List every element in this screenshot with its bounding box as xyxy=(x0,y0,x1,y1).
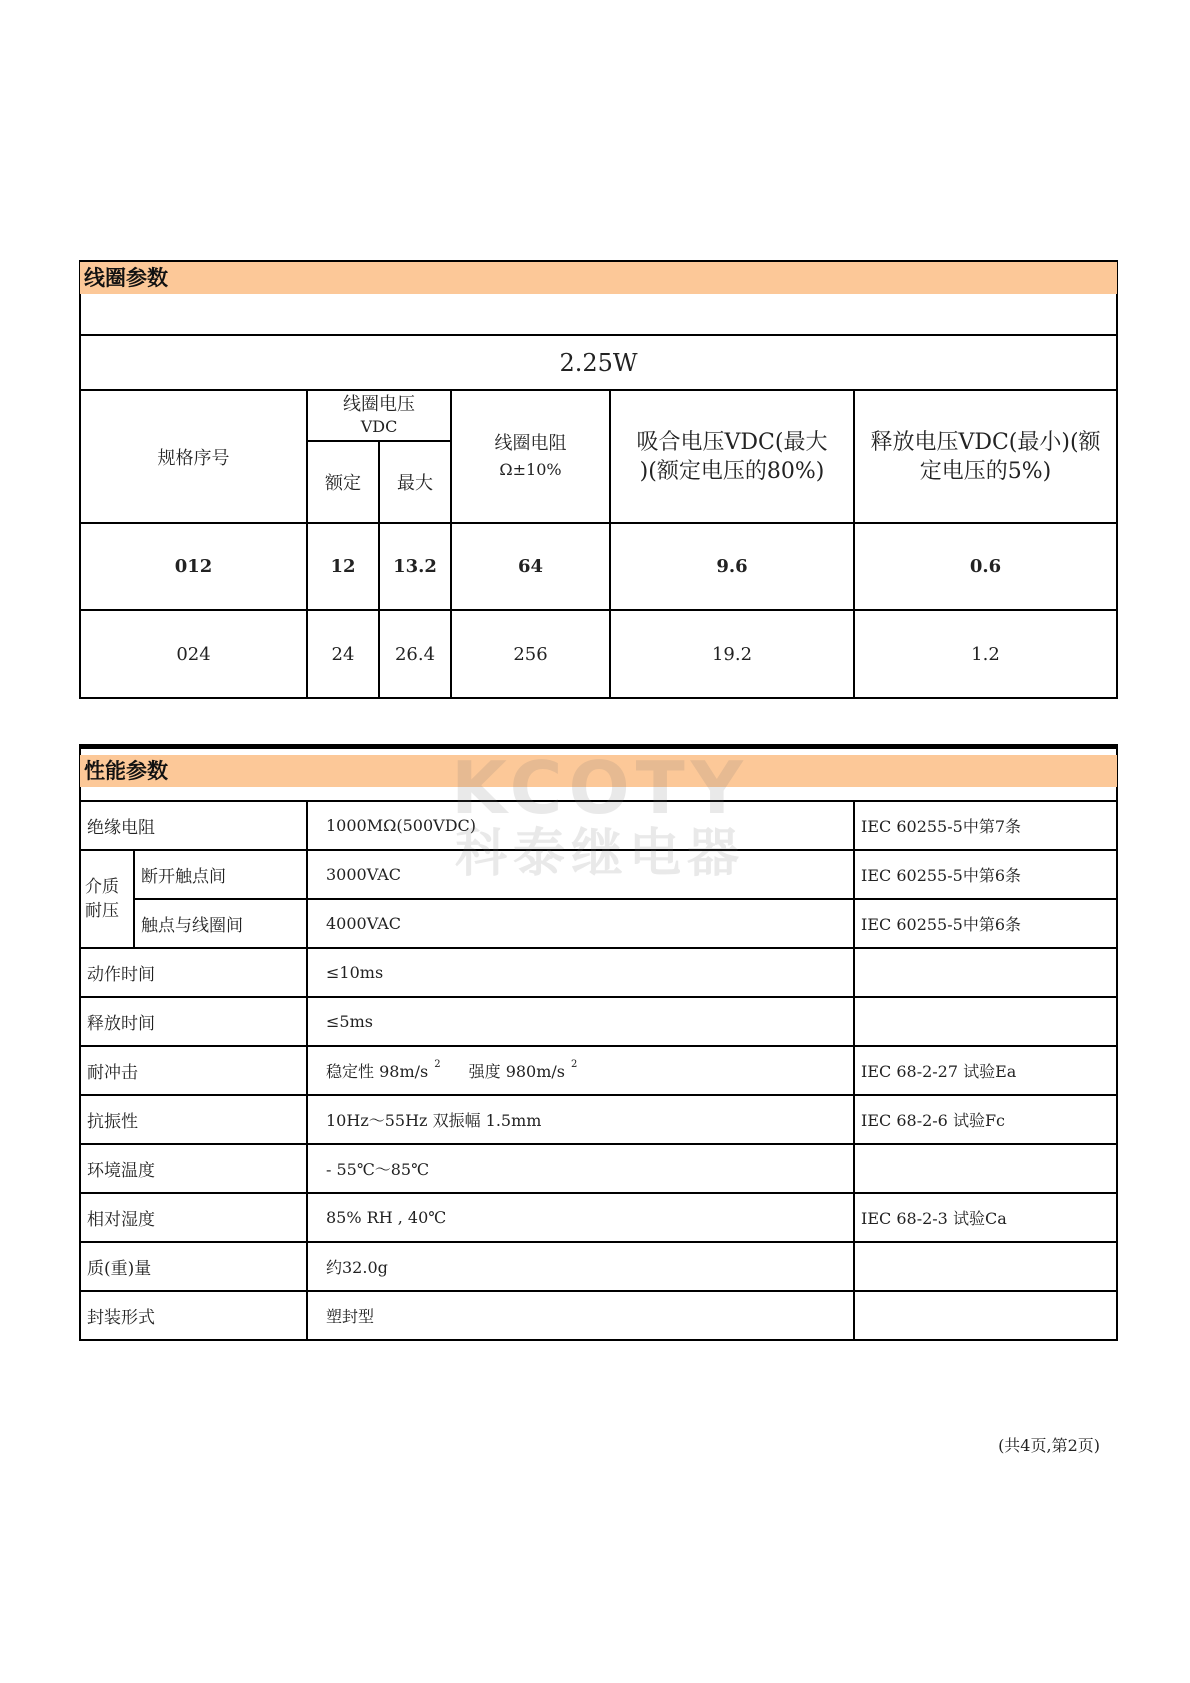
shock-strength: 强度 980m/s xyxy=(468,1062,566,1081)
perf-value-vibration: 10Hz～55Hz 双振幅 1.5mm xyxy=(326,1111,542,1130)
header-spec: 规格序号 xyxy=(157,447,230,469)
perf-value-open-contacts: 3000VAC xyxy=(326,865,401,884)
perf-standard-insulation: IEC 60255-5中第7条 xyxy=(861,817,1021,836)
perf-group-dielectric-line1: 介质 xyxy=(85,877,119,897)
row-024-release: 1.2 xyxy=(971,643,1000,665)
row-024-rated: 24 xyxy=(331,643,355,665)
row-024-max: 26.4 xyxy=(394,643,436,665)
header-pickup-voltage xyxy=(611,391,853,522)
perf-standard-humidity: IEC 68-2-3 试验Ca xyxy=(861,1209,1007,1228)
header-coil-voltage-label: 线圈电压 xyxy=(343,393,415,415)
watermark-name: 科泰继电器 xyxy=(454,824,745,884)
header-release-voltage xyxy=(855,391,1116,522)
perf-value-weight: 约32.0g xyxy=(326,1258,388,1277)
perf-standard-open-contacts: IEC 60255-5中第6条 xyxy=(861,866,1021,885)
perf-value-ambient-temp: - 55℃～85℃ xyxy=(326,1160,430,1179)
perf-label-release-time: 释放时间 xyxy=(87,1014,155,1034)
header-release-line1: 释放电压VDC(最小)(额 xyxy=(870,429,1101,455)
perf-value-package: 塑封型 xyxy=(326,1307,375,1326)
page-number: (共4页,第2页) xyxy=(998,1436,1100,1455)
performance-section-title: 性能参数 xyxy=(80,755,1117,787)
perf-group-dielectric xyxy=(81,851,133,947)
watermark-brand: KCOTY xyxy=(451,746,749,830)
perf-label-humidity: 相对湿度 xyxy=(87,1210,155,1230)
perf-label-ambient-temp: 环境温度 xyxy=(87,1161,155,1181)
perf-standard-shock: IEC 68-2-27 试验Ea xyxy=(861,1062,1017,1081)
header-pickup-line1: 吸合电压VDC(最大 xyxy=(636,429,828,455)
header-rated: 额定 xyxy=(325,473,361,494)
perf-value-humidity: 85% RH , 40℃ xyxy=(326,1208,447,1227)
header-resistance-label: 线圈电阻 xyxy=(494,432,567,454)
perf-label-open-contacts: 断开触点间 xyxy=(141,867,226,887)
header-pickup-line2: )(额定电压的80%) xyxy=(639,458,825,484)
header-resistance xyxy=(452,391,609,522)
perf-value-contact-coil: 4000VAC xyxy=(326,914,401,933)
perf-value-shock xyxy=(320,1047,853,1094)
perf-value-release-time: ≤5ms xyxy=(326,1012,373,1031)
perf-label-package: 封装形式 xyxy=(87,1308,155,1328)
perf-label-weight: 质(重)量 xyxy=(87,1259,152,1279)
perf-label-contact-coil: 触点与线圈间 xyxy=(141,916,243,936)
row-012-rated: 12 xyxy=(330,556,356,577)
header-max: 最大 xyxy=(397,473,433,494)
perf-label-vibration: 抗振性 xyxy=(87,1112,138,1132)
header-coil-voltage-unit: VDC xyxy=(360,416,398,436)
shock-stability-exponent: 2 xyxy=(434,1059,441,1070)
row-012-pickup: 9.6 xyxy=(716,556,748,577)
coil-section-title: 线圈参数 xyxy=(80,262,1117,294)
perf-group-dielectric-line2: 耐压 xyxy=(85,901,119,921)
perf-label-operate-time: 动作时间 xyxy=(87,965,155,985)
row-012-resistance: 64 xyxy=(517,556,544,577)
perf-value-insulation: 1000MΩ(500VDC) xyxy=(326,816,477,835)
row-024-pickup: 19.2 xyxy=(711,643,753,665)
perf-value-operate-time: ≤10ms xyxy=(326,963,384,982)
row-024-spec: 024 xyxy=(176,643,211,665)
shock-stability: 稳定性 98m/s xyxy=(326,1062,429,1081)
perf-label-insulation: 绝缘电阻 xyxy=(87,818,155,838)
row-012-release: 0.6 xyxy=(969,556,1002,577)
perf-standard-vibration: IEC 68-2-6 试验Fc xyxy=(861,1111,1006,1130)
header-resistance-tolerance: Ω±10% xyxy=(499,459,562,479)
coil-power: 2.25W xyxy=(559,348,638,377)
row-012-max: 13.2 xyxy=(393,556,437,577)
row-024-resistance: 256 xyxy=(513,643,548,665)
row-012-spec: 012 xyxy=(174,556,213,577)
shock-strength-exponent: 2 xyxy=(571,1059,578,1070)
header-release-line2: 定电压的5%) xyxy=(919,458,1052,484)
perf-label-shock: 耐冲击 xyxy=(87,1063,138,1083)
header-coil-voltage xyxy=(308,391,450,440)
perf-standard-contact-coil: IEC 60255-5中第6条 xyxy=(861,915,1021,934)
